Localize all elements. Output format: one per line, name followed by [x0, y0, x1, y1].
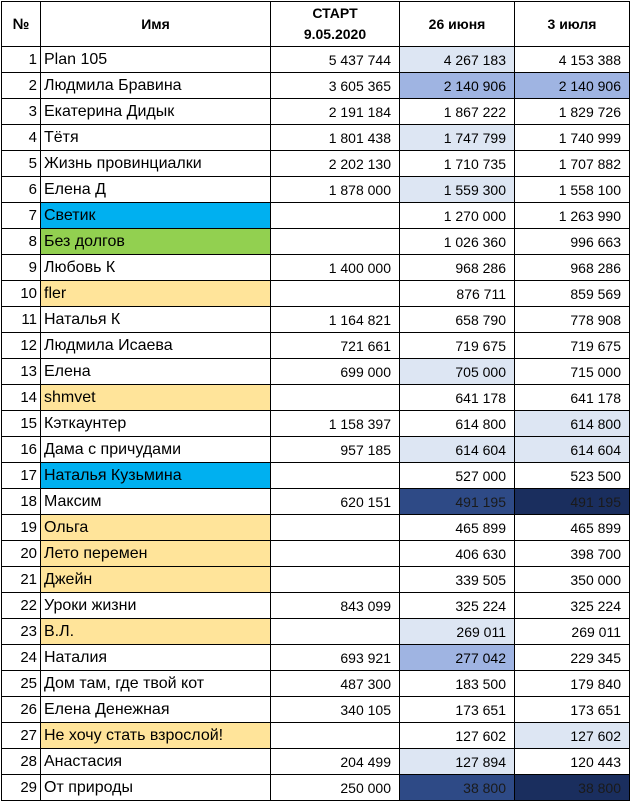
row-num-cell: 13 [2, 359, 41, 385]
table-row [2, 281, 630, 307]
row-jun-cell: 527 000 [400, 463, 515, 489]
table-row [2, 775, 630, 801]
table-row [2, 411, 630, 437]
row-num-cell: 26 [2, 697, 41, 723]
row-jun-cell: 269 011 [400, 619, 515, 645]
row-jun-cell: 1 867 222 [400, 99, 515, 125]
savings-table [1, 1, 630, 801]
row-jul-cell: 350 000 [515, 567, 630, 593]
row-jun-cell: 1 270 000 [400, 203, 515, 229]
row-name-cell: Лето перемен [41, 541, 271, 567]
row-num-cell: 29 [2, 775, 41, 801]
table-row [2, 73, 630, 99]
row-start-cell: 487 300 [271, 671, 400, 697]
row-jul-cell: 179 840 [515, 671, 630, 697]
row-start-cell: 693 921 [271, 645, 400, 671]
row-jul-cell: 120 443 [515, 749, 630, 775]
row-name-cell: Джейн [41, 567, 271, 593]
row-jun-cell: 127 894 [400, 749, 515, 775]
row-num-cell: 8 [2, 229, 41, 255]
table-row [2, 593, 630, 619]
table-row [2, 489, 630, 515]
row-num-cell: 7 [2, 203, 41, 229]
table-row [2, 749, 630, 775]
row-jun-cell: 1 026 360 [400, 229, 515, 255]
row-num-cell: 10 [2, 281, 41, 307]
row-jul-cell: 614 800 [515, 411, 630, 437]
table-row [2, 359, 630, 385]
row-jul-cell: 523 500 [515, 463, 630, 489]
row-jul-cell: 1 558 100 [515, 177, 630, 203]
row-num-cell: 15 [2, 411, 41, 437]
row-start-cell [271, 541, 400, 567]
row-name-cell: Ольга [41, 515, 271, 541]
table-row [2, 333, 630, 359]
table-row [2, 515, 630, 541]
header-num: № [2, 2, 41, 47]
row-name-cell: fler [41, 281, 271, 307]
row-num-cell: 27 [2, 723, 41, 749]
row-name-cell: Елена Д [41, 177, 271, 203]
row-num-cell: 22 [2, 593, 41, 619]
table-row [2, 307, 630, 333]
row-jul-cell: 1 707 882 [515, 151, 630, 177]
row-name-cell: Любовь К [41, 255, 271, 281]
row-jun-cell: 1 710 735 [400, 151, 515, 177]
row-name-cell: Максим [41, 489, 271, 515]
table-row [2, 671, 630, 697]
table-row [2, 697, 630, 723]
row-start-cell: 843 099 [271, 593, 400, 619]
row-jun-cell: 491 195 [400, 489, 515, 515]
table-row [2, 177, 630, 203]
row-start-cell [271, 619, 400, 645]
row-jul-cell: 38 800 [515, 775, 630, 801]
row-start-cell: 1 400 000 [271, 255, 400, 281]
table-row [2, 151, 630, 177]
row-jun-cell: 614 800 [400, 411, 515, 437]
row-num-cell: 4 [2, 125, 41, 151]
table-row [2, 645, 630, 671]
header-start [271, 2, 400, 47]
row-start-cell [271, 723, 400, 749]
row-name-cell: Анастасия [41, 749, 271, 775]
row-start-cell [271, 463, 400, 489]
row-name-cell: Plan 105 [41, 47, 271, 73]
row-jun-cell: 183 500 [400, 671, 515, 697]
table-body [2, 47, 630, 801]
header-jun: 26 июня [400, 2, 515, 47]
row-num-cell: 21 [2, 567, 41, 593]
row-jul-cell: 1 829 726 [515, 99, 630, 125]
row-jun-cell: 38 800 [400, 775, 515, 801]
row-jun-cell: 173 651 [400, 697, 515, 723]
row-start-cell [271, 281, 400, 307]
row-jul-cell: 715 000 [515, 359, 630, 385]
row-start-cell: 1 878 000 [271, 177, 400, 203]
row-name-cell: Наталья Кузьмина [41, 463, 271, 489]
row-name-cell: Наталья К [41, 307, 271, 333]
row-name-cell: Людмила Исаева [41, 333, 271, 359]
row-jul-cell: 4 153 388 [515, 47, 630, 73]
row-num-cell: 2 [2, 73, 41, 99]
row-jul-cell: 614 604 [515, 437, 630, 463]
table-row [2, 567, 630, 593]
row-jun-cell: 339 505 [400, 567, 515, 593]
row-name-cell: Тётя [41, 125, 271, 151]
row-name-cell: Кэткаунтер [41, 411, 271, 437]
table-row [2, 463, 630, 489]
header-start-line2: 9.05.2020 [303, 26, 367, 42]
table-row [2, 541, 630, 567]
row-num-cell: 1 [2, 47, 41, 73]
row-num-cell: 11 [2, 307, 41, 333]
row-name-cell: Людмила Бравина [41, 73, 271, 99]
row-jun-cell: 4 267 183 [400, 47, 515, 73]
row-start-cell: 620 151 [271, 489, 400, 515]
row-jul-cell: 465 899 [515, 515, 630, 541]
row-num-cell: 16 [2, 437, 41, 463]
table-row [2, 99, 630, 125]
row-jul-cell: 996 663 [515, 229, 630, 255]
row-start-cell: 340 105 [271, 697, 400, 723]
row-num-cell: 19 [2, 515, 41, 541]
row-num-cell: 24 [2, 645, 41, 671]
row-jun-cell: 876 711 [400, 281, 515, 307]
row-jul-cell: 1 740 999 [515, 125, 630, 151]
row-jun-cell: 614 604 [400, 437, 515, 463]
row-num-cell: 28 [2, 749, 41, 775]
row-jun-cell: 1 747 799 [400, 125, 515, 151]
row-start-cell: 957 185 [271, 437, 400, 463]
row-num-cell: 25 [2, 671, 41, 697]
row-start-cell: 2 202 130 [271, 151, 400, 177]
row-start-cell [271, 567, 400, 593]
table-row [2, 203, 630, 229]
row-name-cell: Дама с причудами [41, 437, 271, 463]
table-row [2, 723, 630, 749]
table-row [2, 47, 630, 73]
row-jul-cell: 269 011 [515, 619, 630, 645]
row-name-cell: Жизнь провинциалки [41, 151, 271, 177]
header-row [2, 2, 630, 47]
row-num-cell: 3 [2, 99, 41, 125]
table-row [2, 385, 630, 411]
row-jun-cell: 658 790 [400, 307, 515, 333]
header-jul: 3 июля [515, 2, 630, 47]
row-start-cell: 1 158 397 [271, 411, 400, 437]
row-name-cell: В.Л. [41, 619, 271, 645]
row-num-cell: 5 [2, 151, 41, 177]
row-num-cell: 20 [2, 541, 41, 567]
row-start-cell [271, 515, 400, 541]
table-row [2, 437, 630, 463]
row-start-cell [271, 385, 400, 411]
row-start-cell: 204 499 [271, 749, 400, 775]
row-num-cell: 9 [2, 255, 41, 281]
row-jun-cell: 406 630 [400, 541, 515, 567]
row-name-cell: Елена [41, 359, 271, 385]
row-name-cell: Уроки жизни [41, 593, 271, 619]
row-name-cell: Дом там, где твой кот [41, 671, 271, 697]
table-row [2, 125, 630, 151]
row-jul-cell: 398 700 [515, 541, 630, 567]
row-jul-cell: 325 224 [515, 593, 630, 619]
row-jun-cell: 2 140 906 [400, 73, 515, 99]
table-row [2, 229, 630, 255]
row-jul-cell: 968 286 [515, 255, 630, 281]
row-start-cell: 1 164 821 [271, 307, 400, 333]
row-jul-cell: 127 602 [515, 723, 630, 749]
row-jul-cell: 641 178 [515, 385, 630, 411]
header-name: Имя [41, 2, 271, 47]
row-jun-cell: 719 675 [400, 333, 515, 359]
row-start-cell: 699 000 [271, 359, 400, 385]
row-num-cell: 23 [2, 619, 41, 645]
row-num-cell: 17 [2, 463, 41, 489]
row-start-cell: 250 000 [271, 775, 400, 801]
row-jul-cell: 2 140 906 [515, 73, 630, 99]
row-start-cell: 5 437 744 [271, 47, 400, 73]
row-name-cell: Светик [41, 203, 271, 229]
row-jul-cell: 229 345 [515, 645, 630, 671]
row-jun-cell: 968 286 [400, 255, 515, 281]
row-name-cell: shmvet [41, 385, 271, 411]
row-num-cell: 12 [2, 333, 41, 359]
row-num-cell: 6 [2, 177, 41, 203]
row-name-cell: Не хочу стать взрослой! [41, 723, 271, 749]
header-start-line1: СТАРТ [312, 5, 358, 21]
row-start-cell: 2 191 184 [271, 99, 400, 125]
row-jun-cell: 705 000 [400, 359, 515, 385]
row-jul-cell: 1 263 990 [515, 203, 630, 229]
row-start-cell: 1 801 438 [271, 125, 400, 151]
row-jul-cell: 778 908 [515, 307, 630, 333]
row-jun-cell: 277 042 [400, 645, 515, 671]
row-jul-cell: 719 675 [515, 333, 630, 359]
row-jul-cell: 173 651 [515, 697, 630, 723]
row-num-cell: 18 [2, 489, 41, 515]
row-name-cell: Елена Денежная [41, 697, 271, 723]
row-start-cell: 721 661 [271, 333, 400, 359]
row-start-cell: 3 605 365 [271, 73, 400, 99]
row-name-cell: Екатерина Дидык [41, 99, 271, 125]
row-num-cell: 14 [2, 385, 41, 411]
row-name-cell: Наталия [41, 645, 271, 671]
row-start-cell [271, 229, 400, 255]
row-jun-cell: 325 224 [400, 593, 515, 619]
row-jun-cell: 1 559 300 [400, 177, 515, 203]
row-name-cell: От природы [41, 775, 271, 801]
row-jun-cell: 465 899 [400, 515, 515, 541]
row-jun-cell: 127 602 [400, 723, 515, 749]
row-name-cell: Без долгов [41, 229, 271, 255]
table-row [2, 255, 630, 281]
row-jun-cell: 641 178 [400, 385, 515, 411]
row-start-cell [271, 203, 400, 229]
row-jul-cell: 491 195 [515, 489, 630, 515]
table-row [2, 619, 630, 645]
row-jul-cell: 859 569 [515, 281, 630, 307]
